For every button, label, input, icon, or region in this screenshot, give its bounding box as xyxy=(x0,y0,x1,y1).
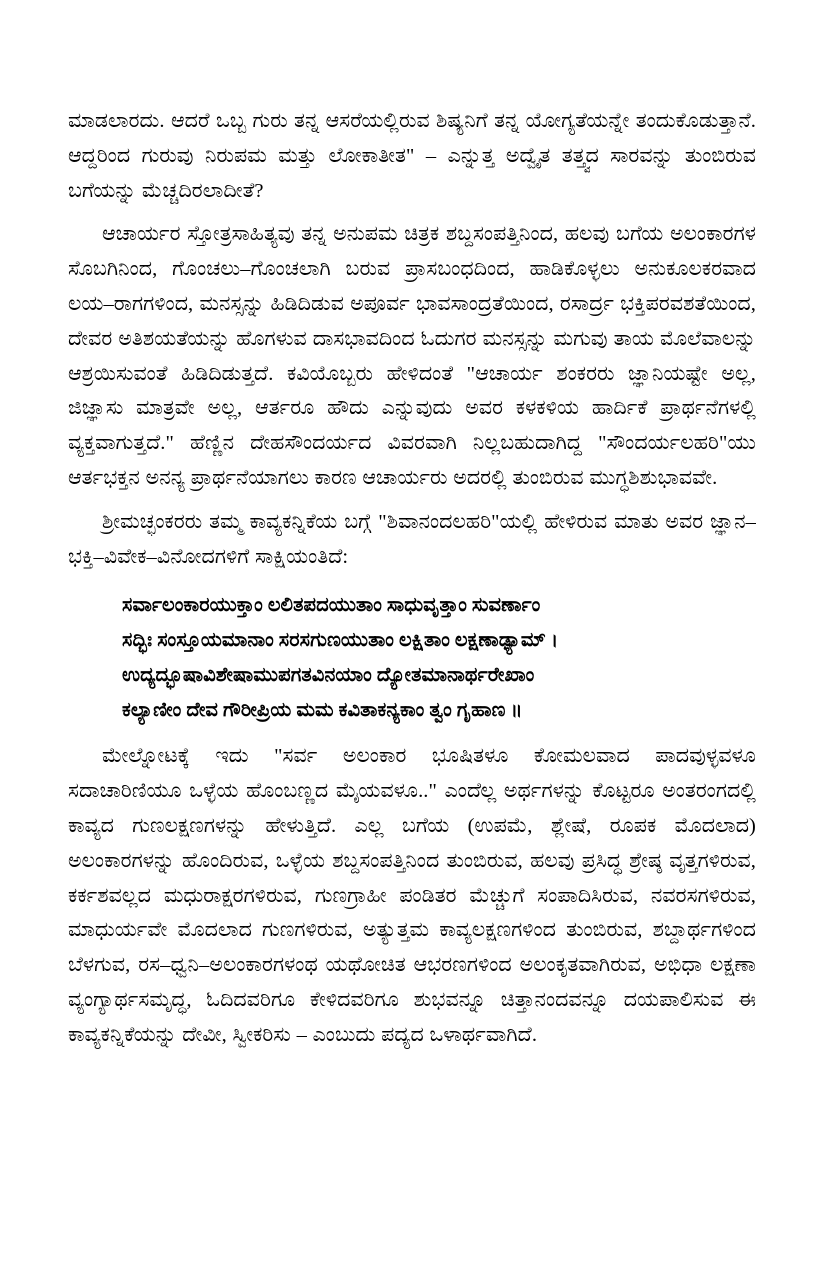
paragraph-acharya-stotrasahitya: ಆಚಾರ್ಯರ ಸ್ತೋತ್ರಸಾಹಿತ್ಯವು ತನ್ನ ಅನುಪಮ ಚಿತ್ರಕ ಶಬ್ದಸಂಪತ್ತಿನಿಂದ, ಹಲವು ಬಗೆಯ ಅಲಂಕಾರಗಳ ಸೊಬಗಿನಿಂದ, ಗೊಂಚಲು–ಗೊಂಚಲಾಗಿ ಬರುವ ಪ್ರಾಸಬಂಧದಿಂದ, ಹಾಡಿಕೊಳ್ಳಲು ಅನುಕೂಲಕರವಾದ ಲಯ–ರಾಗಗಳಿಂದ, ಮನಸ್ಸನ್ನು ಹಿಡಿದಿಡುವ ಅಪೂರ್ವ ಭಾವಸಾಂದ್ರತೆಯಿಂದ, ರಸಾರ್ದ್ರ ಭಕ್ತಿಪರವಶತೆಯಿಂದ, ದೇವರ ಅತಿಶಯತೆಯನ್ನು ಹೊಗಳುವ ದಾಸಭಾವದಿಂದ ಓದುಗರ ಮನಸ್ಸನ್ನು ಮಗುವು ತಾಯ ಮೊಲೆವಾಲನ್ನು ಆಶ್ರಯಿಸುವಂತೆ ಹಿಡಿದಿಡುತ್ತದೆ. ಕವಿಯೊಬ್ಬರು ಹೇಳಿದಂತೆ "ಆಚಾರ್ಯ ಶಂಕರರು ಜ್ಞಾನಿಯಷ್ಟೇ ಅಲ್ಲ, ಜಿಜ್ಞಾಸು ಮಾತ್ರವೇ ಅಲ್ಲ, ಆರ್ತರೂ ಹೌದು ಎನ್ನುವುದು ಅವರ ಕಳಕಳಿಯ ಹಾರ್ದಿಕೆ ಪ್ರಾರ್ಥನೆಗಳಲ್ಲಿ ವ್ಯಕ್ತವಾಗುತ್ತದೆ." ಹೆಣ್ಣಿನ ದೇಹಸೌಂದರ್ಯದ ವಿವರವಾಗಿ ನಿಲ್ಲಬಹುದಾಗಿದ್ದ "ಸೌಂದರ್ಯಲಹರಿ"ಯು ಆರ್ತಭಕ್ತನ ಅನನ್ಯ ಪ್ರಾರ್ಥನೆಯಾಗಲು ಕಾರಣ ಆಚಾರ್ಯರು ಅದರಲ್ಲಿ ತುಂಬಿರುವ ಮುಗ್ಧಶಿಶುಭಾವವೇ. xyxy=(68,223,756,489)
paragraph-shivanandalahari-intro: ಶ್ರೀಮಚ್ಛಂಕರರು ತಮ್ಮ ಕಾವ್ಯಕನ್ನಿಕೆಯ ಬಗ್ಗೆ "ಶಿವಾನಂದಲಹರಿ"ಯಲ್ಲಿ ಹೇಳಿರುವ ಮಾತು ಅವರ ಜ್ಞಾನ–ಭಕ್ತಿ–ವಿವೇಕ–ವಿನೋದಗಳಿಗೆ ಸಾಕ್ಷಿಯಂತಿದೆ: xyxy=(68,510,756,568)
sanskrit-verse-block xyxy=(68,588,756,728)
verse-line-3: ಉದ್ಯದ್ಭೂಷಾವಿಶೇಷಾಮುಪಗತವಿನಯಾಂ ದ್ಯೋತಮಾನಾರ್ಥರೇಖಾಂ xyxy=(122,665,535,687)
paragraph-continued: ಮಾಡಲಾರದು. ಆದರೆ ಒಬ್ಬ ಗುರು ತನ್ನ ಆಸರೆಯಲ್ಲಿರುವ ಶಿಷ್ಯನಿಗೆ ತನ್ನ ಯೋಗ್ಯತೆಯನ್ನೇ ತಂದುಕೊಡುತ್ತಾನೆ. ಆದ್ದರಿಂದ ಗುರುವು ನಿರುಪಮ ಮತ್ತು ಲೋಕಾತೀತ" – ಎನ್ನುತ್ತ ಅದ್ವೈತ ತತ್ತ್ವದ ಸಾರವನ್ನು ತುಂಬಿರುವ ಬಗೆಯನ್ನು ಮೆಚ್ಚದಿರಲಾದೀತೆ? xyxy=(68,110,756,202)
verse-line-2: ಸದ್ಭಿಃ ಸಂಸ್ತೂಯಮಾನಾಂ ಸರಸಗುಣಯುತಾಂ ಲಕ್ಷಿತಾಂ ಲಕ್ಷಣಾಢ್ಯಾಮ್ । xyxy=(122,630,559,652)
text-column xyxy=(68,104,756,1054)
paragraph-verse-explanation: ಮೇಲ್ನೋಟಕ್ಕೆ ಇದು "ಸರ್ವ ಅಲಂಕಾರ ಭೂಷಿತಳೂ ಕೋಮಲವಾದ ಪಾದವುಳ್ಳವಳೂ ಸದಾಚಾರಿಣಿಯೂ ಒಳ್ಳೆಯ ಹೊಂಬಣ್ಣದ ಮೈಯವಳೂ.." ಎಂದೆಲ್ಲ ಅರ್ಥಗಳನ್ನು ಕೊಟ್ಟರೂ ಅಂತರಂಗದಲ್ಲಿ ಕಾವ್ಯದ ಗುಣಲಕ್ಷಣಗಳನ್ನು ಹೇಳುತ್ತಿದೆ. ಎಲ್ಲ ಬಗೆಯ (ಉಪಮೆ, ಶ್ಲೇಷೆ, ರೂಪಕ ಮೊದಲಾದ) ಅಲಂಕಾರಗಳನ್ನು ಹೊಂದಿರುವ, ಒಳ್ಳೆಯ ಶಬ್ದಸಂಪತ್ತಿನಿಂದ ತುಂಬಿರುವ, ಹಲವು ಪ್ರಸಿದ್ಧ ಶ್ರೇಷ್ಠ ವೃತ್ತಗಳಿರುವ, ಕರ್ಕಶವಲ್ಲದ ಮಧುರಾಕ್ಷರಗಳಿರುವ, ಗುಣಗ್ರಾಹೀ ಪಂಡಿತರ ಮೆಚ್ಚುಗೆ ಸಂಪಾದಿಸಿರುವ, ನವರಸಗಳಿರುವ, ಮಾಧುರ್ಯವೇ ಮೊದಲಾದ ಗುಣಗಳಿರುವ, ಅತ್ಯುತ್ತಮ ಕಾವ್ಯಲಕ್ಷಣಗಳಿಂದ ತುಂಬಿರುವ, ಶಬ್ದಾರ್ಥಗಳಿಂದ ಬೆಳಗುವ, ರಸ–ಧ್ವನಿ–ಅಲಂಕಾರಗಳಂಥ ಯಥೋಚಿತ ಆಭರಣಗಳಿಂದ ಅಲಂಕೃತವಾಗಿರುವ, ಅಭಿಧಾ ಲಕ್ಷಣಾ ವ್ಯಂಗ್ಯಾರ್ಥಸಮೃದ್ಧ, ಓದಿದವರಿಗೂ ಕೇಳಿದವರಿಗೂ ಶುಭವನ್ನೂ ಚಿತ್ತಾನಂದವನ್ನೂ ದಯಪಾಲಿಸುವ ಈ ಕಾವ್ಯಕನ್ನಿಕೆಯನ್ನು ದೇವೀ, ಸ್ವೀಕರಿಸು – ಎಂಬುದು ಪದ್ಯದ ಒಳಾರ್ಥವಾಗಿದೆ. xyxy=(68,745,756,1046)
page-bottom-spacer xyxy=(68,1053,756,1054)
verse-line-4: ಕಲ್ಯಾಣೀಂ ದೇವ ಗೌರೀಪ್ರಿಯ ಮಮ ಕವಿತಾಕನ್ಯಕಾಂ ತ್ವಂ ಗೃಹಾಣ ॥ xyxy=(122,700,523,722)
verse-line-1: ಸರ್ವಾಲಂಕಾರಯುಕ್ತಾಂ ಲಲಿತಪದಯುತಾಂ ಸಾಧುವೃತ್ತಾಂ ಸುವರ್ಣಾಂ xyxy=(122,595,541,617)
